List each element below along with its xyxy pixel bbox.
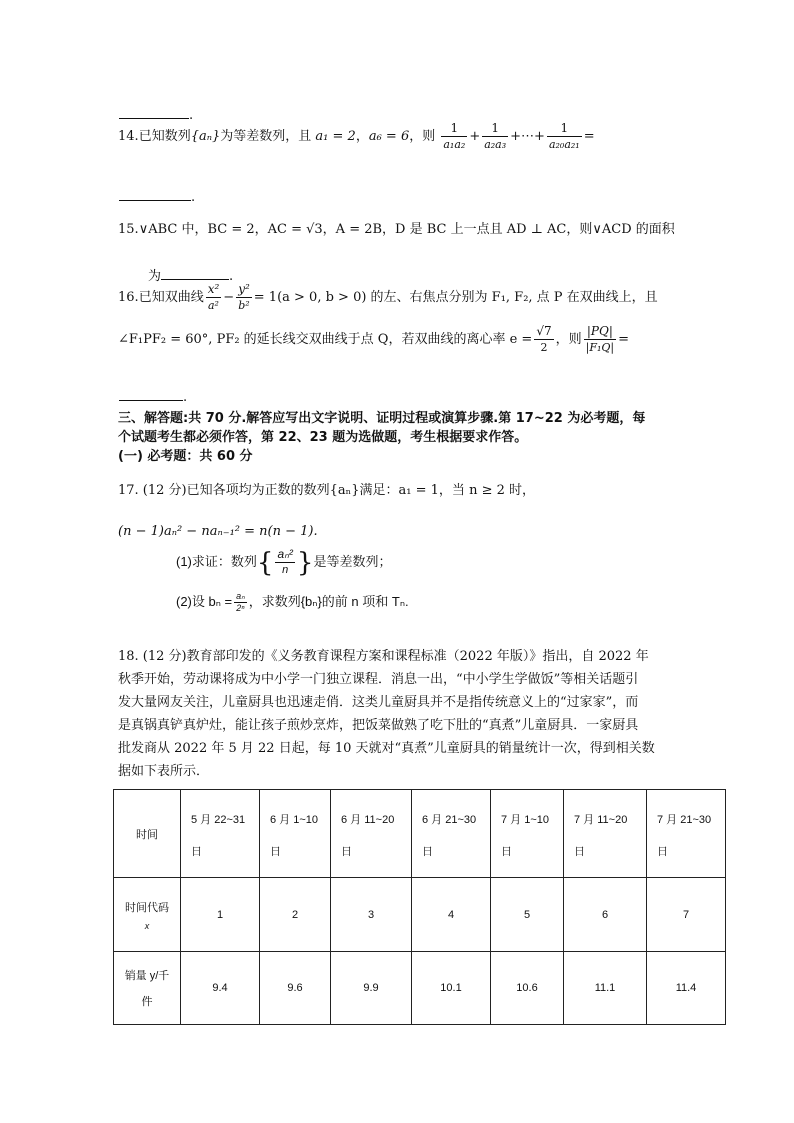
fraction-term-2: $\frac{1}{\text{a₂a₃}}$ [484,121,507,151]
question-number: 16. [118,290,139,305]
q17-part-1: (1)求证：数列{ $\frac{\text{aₙ²}}{n}$ }是等差数列； [176,547,392,578]
table-cell: 1 [181,878,260,952]
q14-answer-blank: . [119,186,195,205]
fraction-y2-b2: $\frac{\text{y²}}{\text{b²}}$ [238,282,250,312]
table-cell: 11.4 [647,952,726,1025]
q17-part-2: (2)设 bₙ = $\frac{\text{aₙ}}{\text{2ⁿ}}$ ，求数列{bₙ}的前 n 项和 Tₙ. [176,591,409,614]
fraction-term-last: $\frac{1}{\text{a₂₀a₂₁}}$ [548,121,580,151]
table-cell: 10.1 [412,952,491,1025]
table-cell: 3 [331,878,412,952]
q13-answer-blank: . [119,104,193,123]
q16-answer-blank: . [119,386,187,405]
fraction-eccentricity: $\frac{√7}{2}$ [536,324,552,354]
table-cell: 6 月 11~20 日 [331,790,412,878]
table-cell: 9.4 [181,952,260,1025]
table-cell: 6 月 1~10 日 [260,790,331,878]
question-number: 14. [118,129,139,144]
question-18: 18. (12 分)教育部印发的《义务教育课程方案和课程标准（2022 年版）》指出，自 2022 年 秋季开始，劳动课将成为中小学一门独立课程．消息一出，“中小学生学做饭”等相关话题引 发大量网友关注，儿童厨具也迅速走俏．这类儿童厨具并不是指传统意义上的“过家家”，而 是真锅真铲真炉灶，能让孩子煎炒烹炸，把饭菜做熟了吃下肚的“真煮”儿童厨具．一家厨具 批发商从 2022 年 5 月 22 日起，每 10 天就对“真煮”儿童厨具的销量统计一次，得到相关数 据如下表所示． [118,649,655,779]
table-row [114,952,726,1025]
question-16-line2: ∠F₁PF₂ = 60°, PF₂ 的延长线交双曲线于点 Q，若双曲线的离心率 e = $\frac{√7}{2}$ ，则 $\frac{|PQ|}{\text{|F₁Q|}}$ = [118,324,630,354]
table-cell: 9.9 [331,952,412,1025]
table-row [114,790,726,878]
table-cell: 5 月 22~31 日 [181,790,260,878]
fraction-an-2n: $\frac{\text{aₙ}}{\text{2ⁿ}}$ [236,591,245,614]
fraction-an2-n: $\frac{\text{aₙ²}}{n}$ [277,547,293,577]
question-16: 16.已知双曲线 $\frac{\text{x²}}{\text{a²}}$ − $\frac{\text{y²}}{\text{b²}}$ = 1(a > 0, b > 0) 的左、右焦点分别为 F₁, F₂, 点 P 在双曲线上，且 [118,282,658,312]
table-cell: 10.6 [491,952,564,1025]
table-header-sales: 销量 y/千 件 [114,952,181,1025]
table-cell: 7 月 11~20 日 [564,790,647,878]
question-14: 14.已知数列{aₙ}为等差数列，且 a₁ = 2，a₆ = 6，则 $\frac{1}{\text{a₁a₂}}$ + $\frac{1}{\text{a₂a₃}}$ +⋯+ $\frac{1}{\text{a₂₀a₂₁}}$ = [118,121,595,151]
section-heading: 三、解答题:共 70 分.解答应写出文字说明、证明过程或演算步骤.第 17~22 为必考题，每 个试题考生都必须作答，第 22、23 题为选做题，考生根据要求作答。 (一) 必考题：共 60 分 [118,411,646,464]
q15-answer-line: 为 . [148,265,233,287]
left-brace: { [256,547,274,578]
table-cell: 9.6 [260,952,331,1025]
q17-condition: (n − 1)aₙ² − naₙ₋₁² = n(n − 1). [118,524,318,539]
table-cell: 7 月 1~10 日 [491,790,564,878]
sales-table [113,789,726,1025]
table-cell: 5 [491,878,564,952]
question-17: 17. (12 分)已知各项均为正数的数列{aₙ}满足：a₁ = 1，当 n ≥ 2 时， [118,483,535,498]
sequence-symbol: {aₙ} [190,129,221,144]
right-brace: } [296,547,314,578]
table-row [114,878,726,952]
table-cell: 4 [412,878,491,952]
table-cell: 7 月 21~30 日 [647,790,726,878]
table-header-code: 时间代码 x [114,878,181,952]
question-number: 15. [118,222,139,237]
table-cell: 7 [647,878,726,952]
fraction-pq-f1q: $\frac{|PQ|}{\text{|F₁Q|}}$ [585,324,615,354]
fraction-term-1: $\frac{1}{\text{a₁a₂}}$ [443,121,466,151]
table-cell: 2 [260,878,331,952]
table-cell: 6 月 21~30 日 [412,790,491,878]
table-header-time: 时间 [114,790,181,878]
question-15: 15.∨ABC 中，BC = 2，AC = √3，A = 2B，D 是 BC 上一点且 AD ⊥ AC，则∨ACD 的面积 [118,222,675,237]
table-cell: 11.1 [564,952,647,1025]
fraction-x2-a2: $\frac{\text{x²}}{\text{a²}}$ [207,282,220,312]
table-cell: 6 [564,878,647,952]
